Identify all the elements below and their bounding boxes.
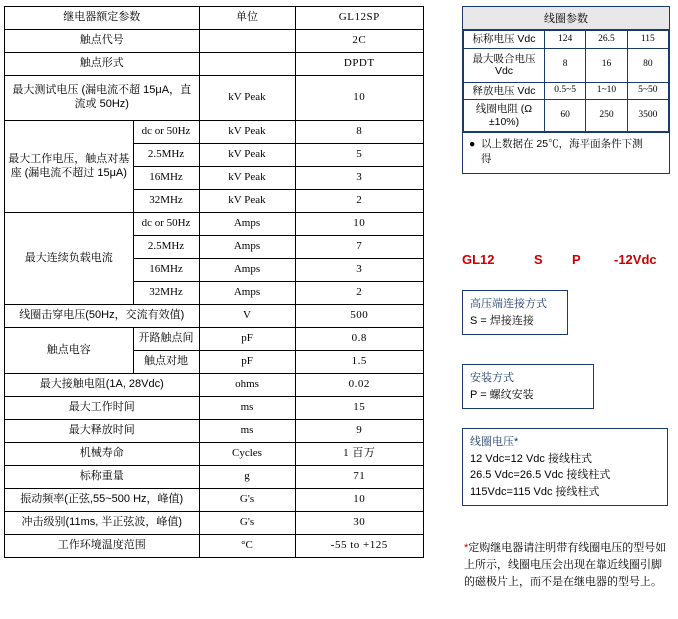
row-sublabel: 2.5MHz [133,236,199,259]
row-label: 最大释放时间 [5,420,200,443]
row-value: 2 [295,190,424,213]
row-value: -55 to +125 [295,535,424,558]
part-number-mounting: P [572,252,581,267]
table-row [5,374,424,397]
part-number-row [462,252,672,272]
coil-parameter-panel [462,6,670,174]
row-unit: pF [199,328,295,351]
row-label: 最大工作时间 [5,397,200,420]
row-unit: Cycles [199,443,295,466]
coil-panel-title: 线圈参数 [463,7,669,30]
row-unit: Amps [199,259,295,282]
row-unit [199,30,295,53]
row-value: 10 [295,489,424,512]
footnote [464,540,672,591]
row-unit: Amps [199,282,295,305]
coil-cell: 80 [627,48,668,82]
row-label: 振动频率(正弦,55~500 Hz，峰值) [5,489,200,512]
row-sublabel: 16MHz [133,259,199,282]
callout-title: 线圈电压* [470,436,519,448]
table-row [5,53,424,76]
coil-row [464,82,669,100]
row-value: 71 [295,466,424,489]
row-label: 工作环境温度范围 [5,535,200,558]
footnote-asterisk: * [464,542,469,554]
row-unit: kV Peak [199,121,295,144]
row-value: 0.8 [295,328,424,351]
coil-cell: 5~50 [627,82,668,100]
row-unit: kV Peak [199,190,295,213]
row-value: 500 [295,305,424,328]
coil-row-label: 标称电压 Vdc [464,31,545,49]
row-unit: kV Peak [199,144,295,167]
row-label: 最大接触电阻(1A, 28Vdc) [5,374,200,397]
coil-cell: 26.5 [586,31,627,49]
row-value: 1 百万 [295,443,424,466]
row-value: 30 [295,512,424,535]
row-label-group: 触点电容 [5,328,134,374]
callout-title: 安装方式 [470,372,514,384]
row-value: 10 [295,76,424,121]
row-unit: V [199,305,295,328]
row-sublabel: 32MHz [133,190,199,213]
row-value: DPDT [295,53,424,76]
callout-line: 26.5 Vdc=26.5 Vdc 接线柱式 [470,469,611,481]
row-unit: g [199,466,295,489]
row-sublabel: dc or 50Hz [133,213,199,236]
row-value: 3 [295,259,424,282]
row-unit: Amps [199,213,295,236]
callout-line: P = 螺纹安装 [470,388,534,401]
table-row [5,512,424,535]
row-value: 10 [295,213,424,236]
table-row [5,466,424,489]
header-unit: 单位 [199,7,295,30]
row-label-group: 最大工作电压，触点对基座 (漏电流不超过 15μA) [5,121,134,213]
row-unit: kV Peak [199,167,295,190]
callout-high-voltage-termination [462,290,568,335]
table-row [5,328,424,351]
table-row [5,397,424,420]
header-value: GL12SP [295,7,424,30]
row-unit: ms [199,420,295,443]
row-unit: °C [199,535,295,558]
row-unit: ohms [199,374,295,397]
row-unit [199,53,295,76]
table-row [5,76,424,121]
row-unit: pF [199,351,295,374]
callout-line: 115Vdc=115 Vdc 接线柱式 [470,485,600,498]
header-param: 继电器额定参数 [5,7,200,30]
row-label-group: 最大连续负载电流 [5,213,134,305]
coil-cell: 60 [545,100,586,132]
table-row [5,420,424,443]
coil-cell: 250 [586,100,627,132]
row-unit: ms [199,397,295,420]
row-value: 8 [295,121,424,144]
callout-coil-voltage [462,428,668,506]
footnote-text: 定购继电器请注明带有线圈电压的型号如上所示，线圈电压会出现在靠近线圈引脚的磁极片上，而不是在继电器的型号上。 [464,542,667,589]
table-row [5,213,424,236]
callout-line: S = 焊接连接 [470,314,534,327]
table-row [5,305,424,328]
row-sublabel: 触点对地 [133,351,199,374]
coil-cell: 0.5~5 [545,82,586,100]
coil-row-label: 最大吸合电压 Vdc [464,48,545,82]
row-value: 1.5 [295,351,424,374]
table-header-row [5,7,424,30]
coil-cell: 124 [545,31,586,49]
coil-cell: 1~10 [586,82,627,100]
coil-row-label: 释放电压 Vdc [464,82,545,100]
row-sublabel: 16MHz [133,167,199,190]
coil-cell: 115 [627,31,668,49]
coil-row [464,100,669,132]
row-value: 5 [295,144,424,167]
callout-line: 12 Vdc=12 Vdc 接线柱式 [470,452,592,465]
coil-row [464,31,669,49]
relay-spec-table [4,6,424,558]
row-sublabel: dc or 50Hz [133,121,199,144]
row-value: 9 [295,420,424,443]
row-sublabel: 开路触点间 [133,328,199,351]
part-number-coil-voltage: -12Vdc [614,252,657,267]
row-value: 15 [295,397,424,420]
table-row [5,489,424,512]
row-label: 线圈击穿电压(50Hz，交流有效值) [5,305,200,328]
row-label: 冲击级别(11ms, 半正弦波，峰值) [5,512,200,535]
row-unit: G's [199,512,295,535]
row-label: 标称重量 [5,466,200,489]
coil-row [464,48,669,82]
callout-title: 高压端连接方式 [470,298,547,310]
row-sublabel: 32MHz [133,282,199,305]
coil-note-text: 以上数据在 25℃，海平面条件下测得 [481,138,643,166]
row-label: 触点形式 [5,53,200,76]
row-value: 2 [295,282,424,305]
row-label: 机械寿命 [5,443,200,466]
table-row [5,535,424,558]
coil-cell: 16 [586,48,627,82]
row-label: 最大测试电压 (漏电流不超 15μA，直流或 50Hz) [5,76,200,121]
row-unit: G's [199,489,295,512]
part-number-termination: S [534,252,543,267]
table-row [5,443,424,466]
row-value: 0.02 [295,374,424,397]
table-row [5,121,424,144]
coil-note [463,132,669,172]
callout-mounting-type [462,364,594,409]
row-value: 3 [295,167,424,190]
coil-row-label: 线圈电阻 (Ω ±10%) [464,100,545,132]
row-unit: Amps [199,236,295,259]
coil-cell: 3500 [627,100,668,132]
row-value: 7 [295,236,424,259]
row-value: 2C [295,30,424,53]
row-sublabel: 2.5MHz [133,144,199,167]
coil-cell: 8 [545,48,586,82]
table-row [5,30,424,53]
row-unit: kV Peak [199,76,295,121]
bullet-icon: ● [469,138,476,151]
row-label: 触点代号 [5,30,200,53]
coil-parameter-table [463,30,669,132]
part-number-base: GL12 [462,252,495,267]
